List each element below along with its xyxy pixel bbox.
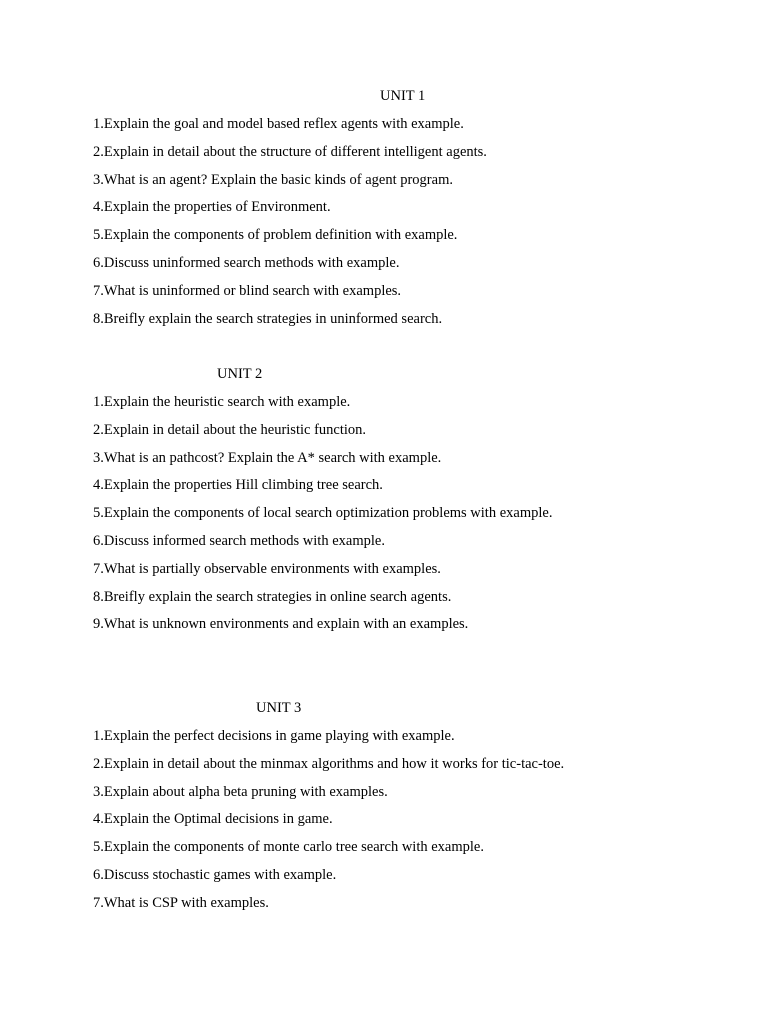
unit-3-question: 6.Discuss stochastic games with example. bbox=[93, 866, 337, 883]
unit-1-question: 8.Breifly explain the search strategies in uninformed search. bbox=[93, 310, 443, 327]
unit-3-question: 7.What is CSP with examples. bbox=[93, 894, 269, 911]
unit-1-question: 3.What is an agent? Explain the basic kinds of agent program. bbox=[93, 171, 453, 188]
unit-3-question: 4.Explain the Optimal decisions in game. bbox=[93, 811, 333, 828]
unit-1-heading: UNIT 1 bbox=[380, 88, 426, 104]
unit-2-question: 6.Discuss informed search methods with example. bbox=[93, 532, 385, 549]
unit-1-question: 7.What is uninformed or blind search with examples. bbox=[93, 282, 402, 299]
unit-2-question: 5.Explain the components of local search optimization problems with example. bbox=[93, 505, 553, 522]
unit-1-question: 2.Explain in detail about the structure of different intelligent agents. bbox=[93, 143, 487, 160]
unit-2-question: 9.What is unknown environments and explain with an examples. bbox=[93, 616, 469, 633]
unit-2-question: 7.What is partially observable environments with examples. bbox=[93, 560, 441, 577]
unit-2-heading: UNIT 2 bbox=[217, 366, 263, 382]
unit-2-question: 4.Explain the properties Hill climbing tree search. bbox=[93, 477, 383, 494]
unit-3-question: 2.Explain in detail about the minmax algorithms and how it works for tic-tac-toe. bbox=[93, 755, 565, 772]
unit-1-question: 5.Explain the components of problem definition with example. bbox=[93, 227, 458, 244]
unit-3-question: 1.Explain the perfect decisions in game playing with example. bbox=[93, 728, 455, 744]
unit-1-question: 6.Discuss uninformed search methods with example. bbox=[93, 254, 400, 271]
unit-3-question: 3.Explain about alpha beta pruning with examples. bbox=[93, 783, 388, 800]
unit-1-question: 1.Explain the goal and model based reflex agents with example. bbox=[93, 116, 464, 132]
unit-3-question: 5.Explain the components of monte carlo tree search with example. bbox=[93, 839, 484, 856]
unit-3-question-list bbox=[93, 727, 564, 922]
unit-2-question: 3.What is an pathcost? Explain the A* search with example. bbox=[93, 449, 442, 466]
unit-2-question-list bbox=[93, 393, 552, 643]
unit-2-question: 1.Explain the heuristic search with example. bbox=[93, 394, 351, 410]
unit-2-question: 8.Breifly explain the search strategies in online search agents. bbox=[93, 588, 452, 605]
unit-1-question-list bbox=[93, 115, 487, 337]
unit-3-heading: UNIT 3 bbox=[256, 700, 302, 716]
unit-1-question: 4.Explain the properties of Environment. bbox=[93, 199, 331, 216]
unit-2-question: 2.Explain in detail about the heuristic function. bbox=[93, 421, 367, 438]
